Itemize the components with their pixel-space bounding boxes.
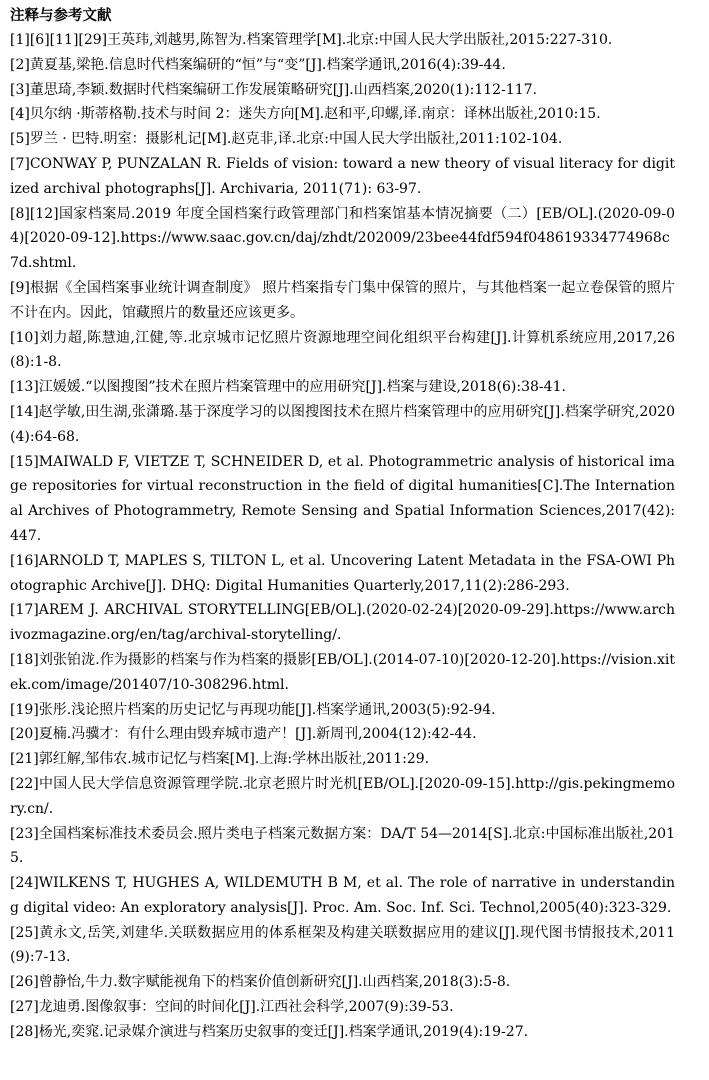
reference-entry: [7]CONWAY P, PUNZALAN R. Fields of vision: toward a new theory of visual literacy for digitized archival photographs[J]. Archivaria, 2011(71): 63-97. <box>10 155 675 197</box>
reference-entry: [8][12]国家档案局.2019 年度全国档案行政管理部门和档案馆基本情况摘要（二）[EB/OL].(2020-09-04)[2020-09-12].https://www.saac.gov.cn/daj/zhdt/202009/23bee44fdf594f048619334774968c7d.shtml. <box>10 205 675 272</box>
reference-entry: [9]根据《全国档案事业统计调查制度》 照片档案指专门集中保管的照片，与其他档案一起立卷保管的照片不计在内。因此，馆藏照片的数量还应该更多。 <box>10 279 675 321</box>
reference-entry: [5]罗兰 · 巴特.明室：摄影札记[M].赵克非,译.北京:中国人民大学出版社,2011:102-104. <box>10 131 563 148</box>
reference-entry: [2]黄夏基,梁艳.信息时代档案编研的“恒”与“变”[J].档案学通讯,2016(4):39-44. <box>10 56 506 73</box>
reference-entry: [28]杨光,奕窕.记录媒介演进与档案历史叙事的变迁[J].档案学通讯,2019(4):19-27. <box>10 1023 529 1040</box>
reference-entry: [22]中国人民大学信息资源管理学院.北京老照片时光机[EB/OL].[2020-09-15].http://gis.pekingmemory.cn/. <box>10 775 675 817</box>
reference-entry: [23]全国档案标准技术委员会.照片类电子档案元数据方案：DA/T 54—2014[S].北京:中国标准出版社,2015. <box>10 825 675 867</box>
reference-entry: [21]郭红解,邹伟农.城市记忆与档案[M].上海:学林出版社,2011:29. <box>10 751 430 768</box>
reference-entry: [13]江媛媛.“以图搜图”技术在照片档案管理中的应用研究[J].档案与建设,2018(6):38-41. <box>10 379 566 396</box>
reference-entry: [1][6][11][29]王英玮,刘越男,陈智为.档案管理学[M].北京:中国人民大学出版社,2015:227-310. <box>10 32 613 48</box>
reference-entry: [15]MAIWALD F, VIETZE T, SCHNEIDER D, et al. Photogrammetric analysis of historical image repositories for virtual reconstruction in the field of digital humanities[C].The International Archives of Photogrammetry, Remote Sensing and Spatial Information Sciences,2017(42):447. <box>10 453 675 544</box>
reference-entry: [14]赵学敏,田生湖,张潇璐.基于深度学习的以图搜图技术在照片档案管理中的应用研究[J].档案学研究,2020(4):64-68. <box>10 403 675 445</box>
reference-entry: [18]刘张铂泷.作为摄影的档案与作为档案的摄影[EB/OL].(2014-07-10)[2020-12-20].https://vision.xitek.com/image/201407/10-308296.html. <box>10 651 675 693</box>
reference-entry: [27]龙迪勇.图像叙事：空间的时间化[J].江西社会科学,2007(9):39-53. <box>10 999 454 1016</box>
section-heading: 注释与参考文献 <box>10 8 112 24</box>
reference-list <box>10 28 675 1045</box>
reference-entry: [4]贝尔纳 ·斯蒂格勒.技术与时间 2：迷失方向[M].赵和平,印螺,译.南京：译林出版社,2010:15. <box>10 106 601 123</box>
reference-entry: [26]曾静怡,牛力.数字赋能视角下的档案价值创新研究[J].山西档案,2018(3):5-8. <box>10 974 511 991</box>
references-page <box>10 4 675 1045</box>
reference-entry: [25]黄永文,岳笑,刘建华.关联数据应用的体系框架及构建关联数据应用的建议[J].现代图书情报技术,2011(9):7-13. <box>10 924 675 966</box>
reference-entry: [16]ARNOLD T, MAPLES S, TILTON L, et al. Uncovering Latent Metadata in the FSA-OWI Photographic Archive[J]. DHQ: Digital Humanities Quarterly,2017,11(2):286-293. <box>10 552 675 594</box>
reference-entry: [3]董思琦,李颖.数据时代档案编研工作发展策略研究[J].山西档案,2020(1):112-117. <box>10 81 537 98</box>
reference-entry: [17]AREM J. ARCHIVAL STORYTELLING[EB/OL].(2020-02-24)[2020-09-29].https://www.archivozmagazine.org/en/tag/archival-storytelling/. <box>10 602 675 644</box>
reference-entry: [20]夏楠.冯骥才：有什么理由毁弃城市遗产！[J].新周刊,2004(12):42-44. <box>10 726 477 743</box>
reference-entry: [10]刘力超,陈慧迪,江健,等.北京城市记忆照片资源地理空间化组织平台构建[J].计算机系统应用,2017,26(8):1-8. <box>10 329 675 371</box>
reference-entry: [19]张彤.浅论照片档案的历史记忆与再现功能[J].档案学通讯,2003(5):92-94. <box>10 701 496 718</box>
reference-entry: [24]WILKENS T, HUGHES A, WILDEMUTH B M, et al. The role of narrative in understanding digital video: An exploratory analysis[J]. Proc. Am. Soc. Inf. Sci. Technol,2005(40):323-329. <box>10 875 675 916</box>
